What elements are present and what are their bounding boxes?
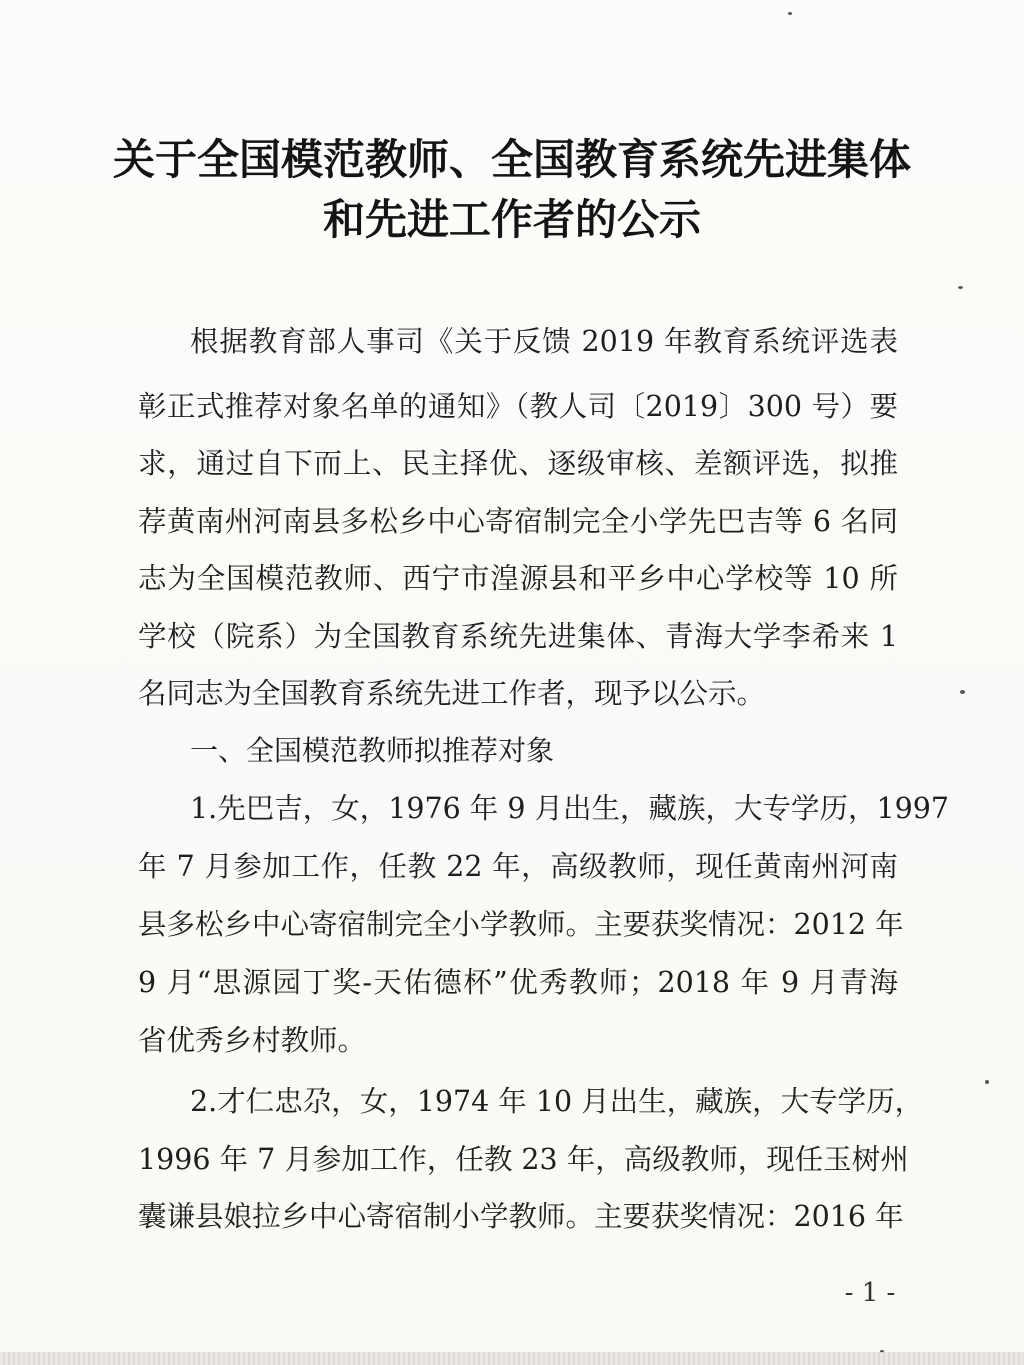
page-number: - 1 - [844, 1278, 896, 1308]
item-2-line-2: 1996 年 7 月参加工作，任教 23 年，高级教师，现任玉树州 [138, 1143, 909, 1176]
item-1-line-3: 县多松乡中心寄宿制完全小学教师。主要获奖情况：2012 年 [138, 908, 904, 941]
scan-bottom-edge [0, 1352, 1024, 1365]
scan-speck [960, 690, 965, 694]
document-title-line-1: 关于全国模范教师、全国教育系统先进集体 [112, 135, 911, 184]
scan-speck [985, 1080, 989, 1084]
item-1-line-5: 省优秀乡村教师。 [138, 1024, 367, 1057]
item-2-line-3: 囊谦县娘拉乡中心寄宿制小学教师。主要获奖情况：2016 年 [138, 1200, 904, 1233]
item-2-line-1: 2.才仁忠尕，女，1974 年 10 月出生，藏族，大专学历， [190, 1085, 924, 1118]
intro-line-1: 根据教育部人事司《关于反馈 2019 年教育系统评选表 [190, 325, 898, 358]
item-1-line-4: 9 月“思源园丁奖-天佑德杯”优秀教师；2018 年 9 月青海 [138, 966, 898, 999]
intro-line-7: 名同志为全国教育系统先进工作者，现予以公示。 [138, 677, 766, 710]
intro-line-6: 学校（院系）为全国教育系统先进集体、青海大学李希来 1 [138, 620, 898, 653]
item-1-line-1: 1.先巴吉，女，1976 年 9 月出生，藏族，大专学历，1997 [190, 792, 950, 825]
document-title-line-2: 和先进工作者的公示 [322, 195, 701, 244]
section-1-heading: 一、全国模范教师拟推荐对象 [190, 734, 555, 767]
intro-line-2: 彰正式推荐对象名单的通知》（教人司〔2019〕300 号）要 [138, 390, 898, 423]
scan-speck [788, 12, 792, 15]
intro-line-4: 荐黄南州河南县多松乡中心寄宿制完全小学先巴吉等 6 名同 [138, 505, 898, 538]
item-1-line-2: 年 7 月参加工作，任教 22 年，高级教师，现任黄南州河南 [138, 850, 898, 883]
scan-speck [958, 286, 963, 289]
intro-line-5: 志为全国模范教师、西宁市湟源县和平乡中心学校等 10 所 [138, 562, 898, 595]
intro-line-3: 求，通过自下而上、民主择优、逐级审核、差额评选，拟推 [138, 447, 898, 480]
